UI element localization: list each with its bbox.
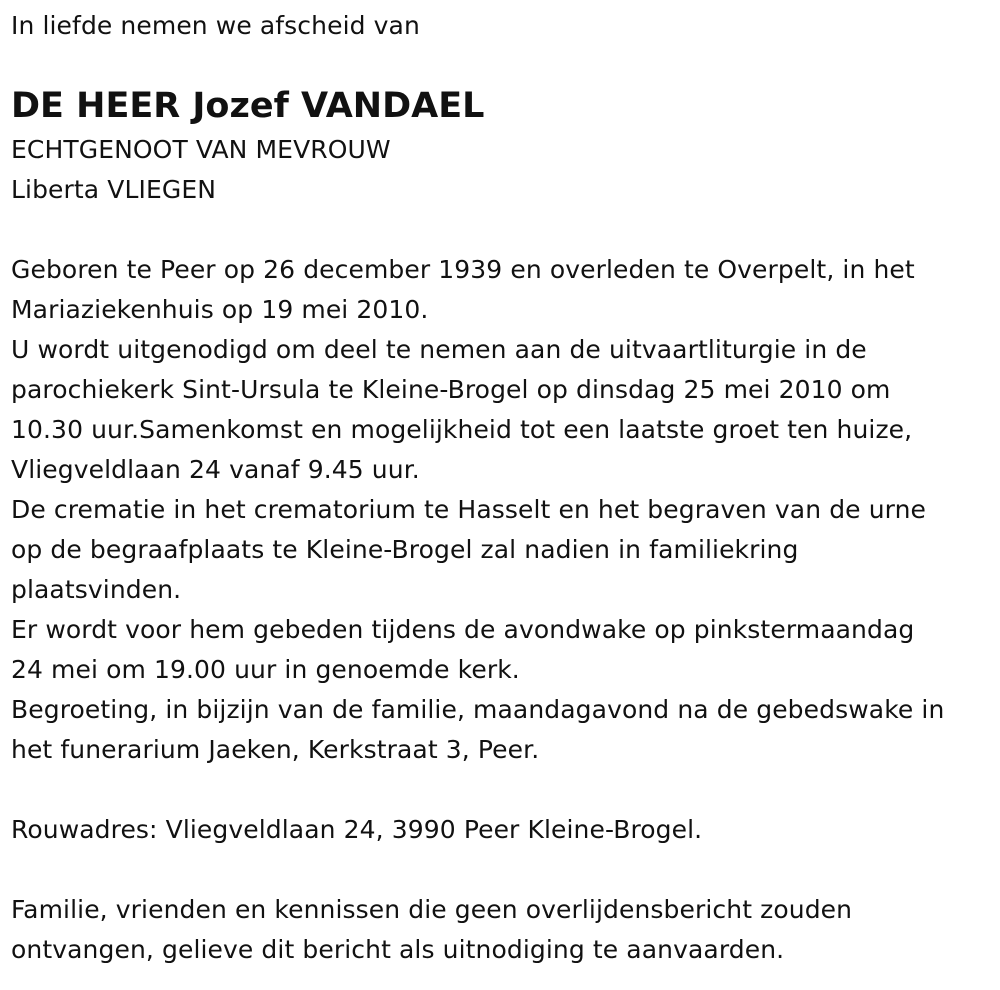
body-line: Er wordt voor hem gebeden tijdens de avondwake op pinkstermaandag xyxy=(11,615,915,644)
body-line: Mariaziekenhuis op 19 mei 2010. xyxy=(11,295,429,324)
body-line: 24 mei om 19.00 uur in genoemde kerk. xyxy=(11,655,520,684)
intro-text: In liefde nemen we afscheid van xyxy=(11,11,420,40)
death-notice xyxy=(11,6,991,970)
spacer xyxy=(11,770,991,810)
body-line: Vliegveldlaan 24 vanaf 9.45 uur. xyxy=(11,455,420,484)
body-line: op de begraafplaats te Kleine-Brogel zal nadien in familiekring xyxy=(11,535,799,564)
body-line: Geboren te Peer op 26 december 1939 en overleden te Overpelt, in het xyxy=(11,255,915,284)
spouse-line-2: Liberta VLIEGEN xyxy=(11,175,217,204)
body-line: Begroeting, in bijzijn van de familie, maandagavond na de gebedswake in xyxy=(11,695,945,724)
spacer xyxy=(11,210,991,250)
spacer xyxy=(11,850,991,890)
closing-line: Familie, vrienden en kennissen die geen overlijdensbericht zouden xyxy=(11,895,853,924)
body-line: U wordt uitgenodigd om deel te nemen aan de uitvaartliturgie in de xyxy=(11,335,867,364)
body-line: De crematie in het crematorium te Hasselt en het begraven van de urne xyxy=(11,495,927,524)
body-line: 10.30 uur.Samenkomst en mogelijkheid tot een laatste groet ten huize, xyxy=(11,415,913,444)
spouse-line-1: ECHTGENOOT VAN MEVROUW xyxy=(11,135,391,164)
closing-line: ontvangen, gelieve dit bericht als uitnodiging te aanvaarden. xyxy=(11,935,785,964)
body-line: plaatsvinden. xyxy=(11,575,182,604)
body-line: het funerarium Jaeken, Kerkstraat 3, Peer. xyxy=(11,735,540,764)
body-line: parochiekerk Sint-Ursula te Kleine-Brogel op dinsdag 25 mei 2010 om xyxy=(11,375,891,404)
deceased-name-heading: DE HEER Jozef VANDAEL xyxy=(11,86,485,126)
mourning-address: Rouwadres: Vliegveldlaan 24, 3990 Peer Kleine-Brogel. xyxy=(11,815,703,844)
